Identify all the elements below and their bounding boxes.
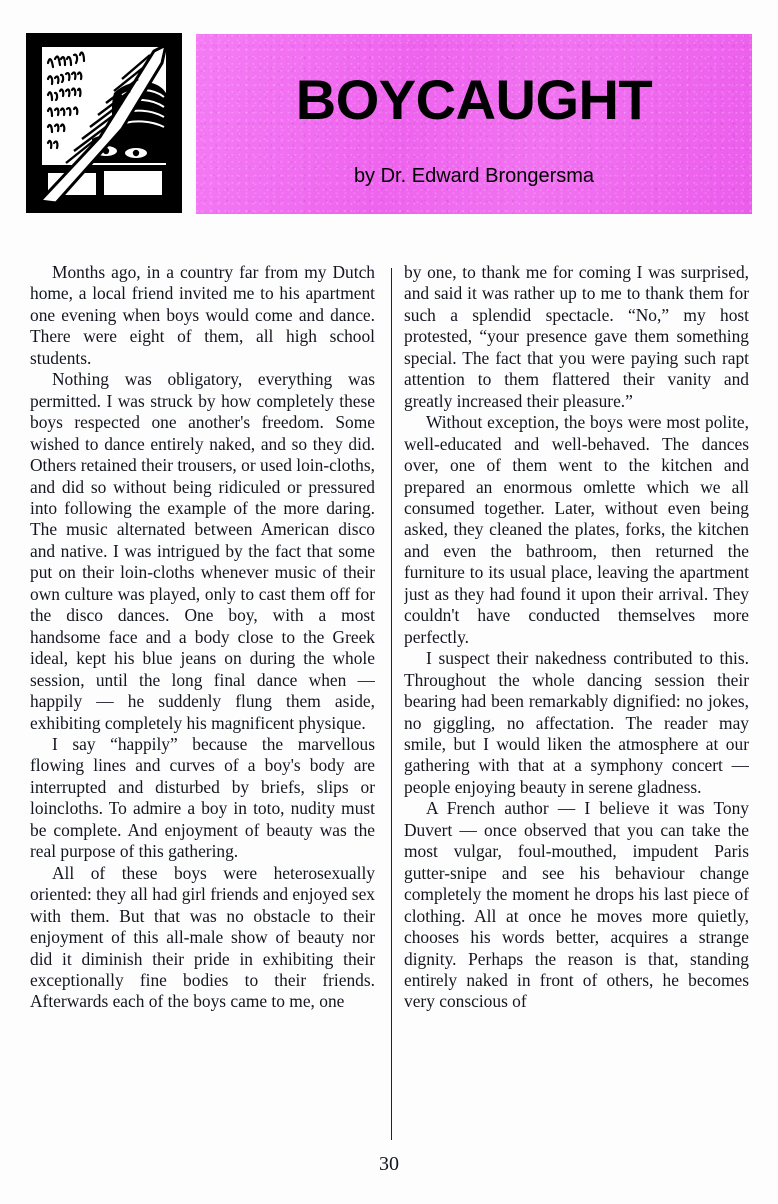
article-title: BOYCAUGHT xyxy=(295,68,653,131)
logo-artwork xyxy=(26,33,182,213)
paragraph: Months ago, in a country far from my Dutch home, a local friend invited me to his apartment one evening when boys would come and dance. There were eight of them, all high school students. xyxy=(30,262,375,368)
column-divider-rule xyxy=(391,268,392,1140)
article-masthead xyxy=(0,0,778,230)
paragraph: Nothing was obligatory, everything was permitted. I was struck by how completely these boys respected one another's freedom. Some wished to dance entirely naked, and so they did. Others retained their trousers, or used loin-cloths, and did so without being ridiculed or pressured into following the example of the more daring. The music alternated between American disco and native. I was intrigued by the fact that some put on their loin-cloths whenever music of their own culture was played, only to cast them off for the disco dances. One boy, with a most handsome face and a body close to the Greek ideal, kept his blue jeans on during the whole session, until the long final dance when — happily — he suddenly flung them aside, exhibiting completely his magnificent physique. xyxy=(30,369,375,733)
paragraph: by one, to thank me for coming I was surprised, and said it was rather up to me to thank them for such a splendid spectacle. “No,” my host protested, “your presence gave them something special. The fact that you were paying such rapt attention to them flattered their vanity and greatly increased their pleasure.” xyxy=(404,262,749,411)
article-body xyxy=(0,262,778,1152)
title-banner xyxy=(196,34,752,214)
paragraph: I say “happily” because the marvellous flowing lines and curves of a boy's body are interrupted and disturbed by briefs, slips or loincloths. To admire a boy in toto, nudity must be complete. And enjoyment of beauty was the real purpose of this gathering. xyxy=(30,733,375,862)
paragraph: Without exception, the boys were most polite, well-educated and well-behaved. The dances over, one of them went to the kitchen and prepared an enormous omlette which we all consumed together. Later, without even being asked, they cleaned the plates, forks, the kitchen and even the bathroom, then returned the furniture to its usual place, leaving the apartment just as they had found it upon their arrival. They couldn't have conducted themselves more perfectly. xyxy=(404,412,749,647)
paragraph: All of these boys were heterosexually oriented: they all had girl friends and enjoyed sex with them. But that was no obstacle to their enjoyment of this all-male show of beauty nor did it diminish their pride in exhibiting their exceptionally fine bodies to their friends. Afterwards each of the boys came to me, one xyxy=(30,862,375,1012)
paragraph: I suspect their nakedness contributed to this. Throughout the whole dancing session their bearing had been remarkably dignified: no jokes, no giggling, no affectation. The reader may smile, but I would liken the atmosphere at our gathering with that at a symphony concert — people enjoying beauty in serene gladness. xyxy=(404,648,749,797)
text-column-left xyxy=(30,262,375,1152)
paragraph: A French author — I believe it was Tony Duvert — once observed that you can take the most vulgar, foul-mouthed, impudent Paris gutter-snipe and see his behaviour change completely the moment he drops his last piece of clothing. All at once he moves more quietly, chooses his words better, acquires a strange dignity. Perhaps the reason is that, standing entirely naked in front of others, he becomes very conscious of xyxy=(404,798,749,1012)
boy-with-quill-pen-woodcut-logo xyxy=(26,33,182,213)
article-byline: by Dr. Edward Brongersma xyxy=(353,165,595,187)
text-column-right xyxy=(404,262,749,1152)
page-number: 30 xyxy=(379,1153,399,1175)
